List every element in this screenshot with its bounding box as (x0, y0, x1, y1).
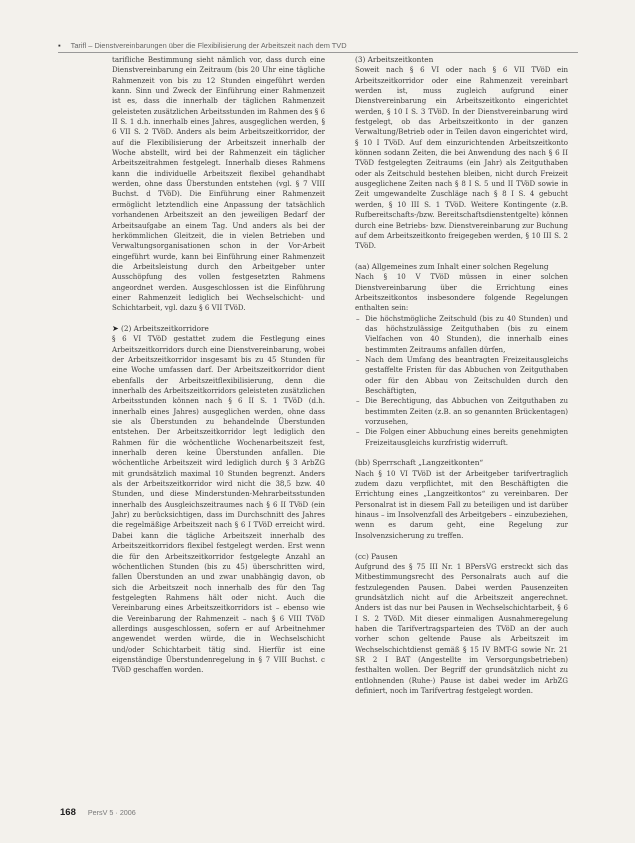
list-item: – Die Berechtigung, das Abbuchen von Zeitguthaben zu bestimmten Zeiten (z.B. an so genannten Brückentagen) vorzusehen, (365, 396, 568, 427)
heading-pausen: (cc) Pausen (355, 551, 398, 561)
heading-arbeitszeitkorridore (112, 324, 325, 334)
issue-label: PersV 5 · 2006 (87, 808, 136, 817)
list-item: – Nach dem Umfang des beantragten Freizeitausgleichs gestaffelte Fristen für das Abbuchen von Zeitguthaben oder für den Abbau von Zeitschulden durch den Beschäftigten, (365, 355, 568, 396)
cursor-arrow-icon: ➤ (112, 323, 119, 333)
paragraph-rahmenzeit: tarifliche Bestimmung sieht nämlich vor, dass durch eine Dienstvereinbarung ein Zeitraum (bis 20 Uhr eine tägliche Rahmenzeit von bis zu 12 Stunden eingeführt werden kann. Sinn und Zweck der Einführung einer Rahmenzeit ist es, dass die innerhalb der täglichen Rahmenzeit geleisteten zusätzlichen Arbeitsstunden im Rahmen des § 6 II S. 1 d.h. innerhalb eines Jahres, ausgeglichen werden, § 6 VII S. 2 TVöD. Anders als beim Arbeitszeitkorridor, der auf die Flexibilisierung der Arbeitszeit innerhalb der Woche abstellt, wird bei der Rahmenzeit ein täglicher Arbeitszeitrahmen festgelegt. Innerhalb dieses Rahmens kann die individuelle Arbeitszeit flexibel gehandhabt werden, ohne dass Überstunden entstehen (vgl. § 7 VIII Buchst. d TVöD). Die Einführung einer Rahmenzeit ermöglicht letztendlich eine Anpassung der tatsächlich vorhandenen Arbeitszeit an den jeweiligen Bedarf der Arbeitsaufgabe an einem Tag. Und anders als bei der herkömmlichen Gleitzeit, die in vielen Betrieben und Verwaltungsorganisationen schon in der Vor-Arbeit eingeführt wurde, kann bei Einführung einer Rahmenzeit die Arbeitsleistung durch den Arbeitgeber unter Ausschöpfung des vollen festgesetzten Rahmens angeordnet werden. Ausgeschlossen ist die Einführung einer Rahmenzeit lediglich bei Wechselschicht- und Schichtarbeit, vgl. dazu § 6 VII TVöD. (112, 55, 325, 313)
paragraph-arbeitszeitkonten: Soweit nach § 6 VI oder nach § 6 VII TVöD ein Arbeitszeitkorridor oder eine Rahmenzeit vereinbart werden ist, muss zugleich aufgrund einer Dienstvereinbarung ein Arbeitszeitkonto eingerichtet werden, § 10 I S. 3 TVöD. In der Dienstvereinbarung wird festgelegt, ob das Arbeitszeitkonto in der ganzen Verwaltung/Betrieb oder in Teilen davon eingerichtet wird, § 10 I TVöD. Auf dem einzurichtenden Arbeitszeitkonto können sodann Zeiten, die bei Anwendung des nach § 6 II TVöD festgelegten Zeitraums (ein Jahr) als Zeitguthaben oder als Zeitschuld bestehen bleiben, nicht durch Freizeit ausgeglichene Zeiten nach § 8 I S. 5 und II TVöD sowie in Zeit umgewandelte Zuschläge nach § 8 I S. 4 gebucht werden, § 10 III S. 1 TVöD. Weitere Kontingente (z.B. Rufbereitschafts-/bzw. Bereitschaftsdienstentgelte) können durch eine Betriebs- bzw. Dienstvereinbarung zur Buchung auf dem Arbeitszeitkonto freigegeben werden, § 10 III S. 2 TVöD. (355, 65, 568, 251)
list-item: – Die Folgen einer Abbuchung eines bereits genehmigten Freizeitausgleichs kurzfristig widerruft. (365, 427, 568, 448)
paragraph-allgemeines: Nach § 10 V TVöD müssen in einer solchen Dienstvereinbarung über die Errichtung eines Arbeitszeitkontos insbesondere folgende Regelungen enthalten sein: (355, 272, 568, 313)
heading-arbeitszeitkorridore-text: (2) Arbeitszeitkorridore (121, 323, 209, 333)
page-number: 168 (60, 807, 76, 818)
paragraph-arbeitszeitkorridor: § 6 VI TVöD gestattet zudem die Festlegung eines Arbeitszeitkorridors durch eine Dienstvereinbarung, wobei der Arbeitszeitkorridor insgesamt bis zu 45 Stunden für eine Woche umfassen darf. Der Arbeitszeitkorridor dient ebenfalls der Arbeitszeitflexibilisierung, denn die innerhalb des Arbeitszeitkorridors geleisteten zusätzlichen Arbeitsstunden können nach § 6 II S. 1 TVöD (d.h. innerhalb eines Jahres) ausgeglichen werden, ohne dass sie als Überstunden zu behandelnde Überstunden entstehen. Der Arbeitszeitkorridor legt lediglich den Rahmen für die wöchentliche Wochenarbeitszeit fest, innerhalb deren keine Überstunden anfallen. Die wöchentliche Arbeitszeit wird lediglich durch § 3 ArbZG mit grundsätzlich maximal 10 Stunden begrenzt. Anders als der Arbeitszeitkorridor wird nicht die 38,5 bzw. 40 Stunden, und diese Minderstunden-Mehrarbeitsstunden innerhalb des Ausgleichszeitraumes nach § 6 II TVöD (ein Jahr) zu berücksichtigen, dass im Durchschnitt des Jahres die regelmäßige Arbeitszeit nach § 6 I TVöD erreicht wird. Dabei kann die tägliche Arbeitszeit innerhalb des Arbeitszeitkorridors flexibel festgelegt werden. Erst wenn die für den Arbeitszeitkorridor festgelegte Anzahl an wöchentlichen Stunden (bis zu 45) überschritten wird, fallen Überstunden an und zwar unabhängig davon, ob sich die Arbeitszeit noch innerhalb des für den Tag festgelegten Rahmens hält oder nicht. Auch die Vereinbarung eines Arbeitszeitkorridors ist – ebenso wie die Vereinbarung der Rahmenzeit – nach § 6 VIII TVöD allerdings ausgeschlossen, sofern er auf Arbeitnehmer angewendet werden würde, die in Wechselschicht und/oder Schichtarbeit tätig sind. Hierfür ist eine eigenständige Überstundenregelung in § 7 VIII Buchst. c TVöD geschaffen worden. (112, 334, 325, 675)
heading-arbeitszeitkonten: (3) Arbeitszeitkonten (355, 55, 434, 64)
paragraph-langzeitkonten: Nach § 10 VI TVöD ist der Arbeitgeber tarifvertraglich zudem dazu verpflichtet, mit den Beschäftigten die Errichtung eines „Langzeitkontos“ zu vereinbaren. Der Personalrat ist in diesem Fall zu beteiligen und ist darüber hinaus – im Insolvenzfall des Arbeitgebers – einzubeziehen, wenn es darum geht, eine Regelung zur Insolvenzsicherung zu treffen. (355, 468, 568, 540)
header-title: Tarifl – Dienstvereinbarungen über die Flexibilisierung der Arbeitszeit nach dem TVD (70, 41, 347, 50)
right-column (355, 55, 568, 696)
heading-allgemeines: (aa) Allgemeines zum Inhalt einer solchen Regelung (355, 261, 549, 271)
page-footer (60, 807, 136, 818)
heading-langzeitkonten: (bb) Sperrschaft „Langzeitkonten“ (355, 458, 484, 468)
header-mark: ▪ (58, 41, 61, 50)
requirements-list (355, 314, 568, 448)
running-header (58, 41, 578, 53)
list-item: – Die höchstmögliche Zeitschuld (bis zu 40 Stunden) und das höchstzulässige Zeitguthaben (bis zu einem Vielfachen von 40 Stunden), die innerhalb eines bestimmten Zeitraums anfallen dürfen, (365, 314, 568, 355)
left-column (112, 55, 325, 676)
paragraph-pausen: Aufgrund des § 75 III Nr. 1 BPersVG erstreckt sich das Mitbestimmungsrecht des Personalrats auch auf die festzulegenden Pausen. Dabei werden Pausenzeiten grundsätzlich nicht auf die Arbeitszeit angerechnet. Anders ist das nur bei Pausen in Wechselschichtarbeit, § 6 I S. 2 TVöD. Mit dieser einmaligen Ausnahmeregelung haben die Tarifvertragsparteien des TVöD an der auch vorher schon geltende Pause als Arbeitszeit im Wechselschichtdienst gemäß § 15 IV BMT-G sowie Nr. 21 SR 2 I BAT (Angestellte im Versorgungsbetrieben) festhalten wollen. Der Begriff der grundsätzlich nicht zu entlohnenden (Ruhe-) Pause ist dabei weder im ArbZG definiert, noch im Tarifvertrag festgelegt worden. (355, 561, 568, 695)
